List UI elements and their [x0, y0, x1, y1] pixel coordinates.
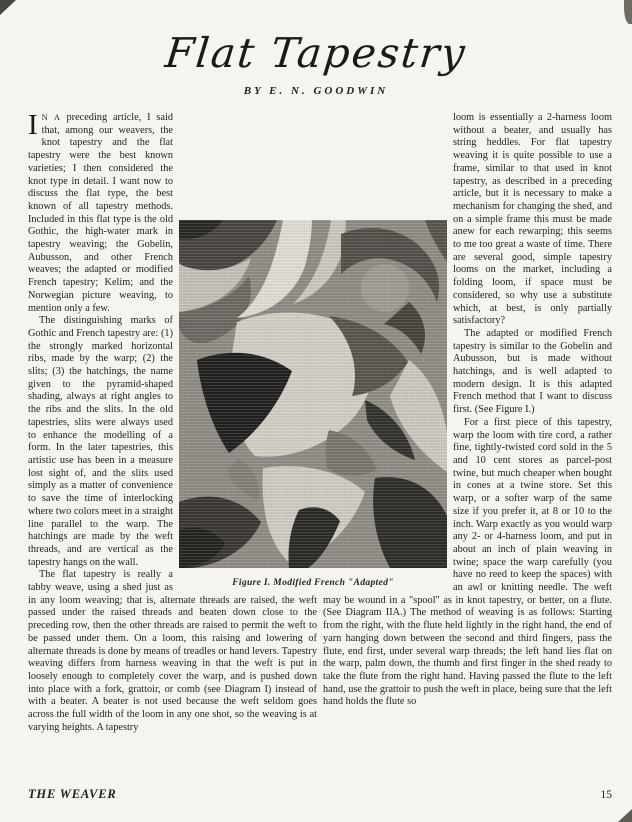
scan-artifact-bottom-right	[618, 809, 632, 822]
paragraph-text: The adapted or modified French tapestry is similar to the Gobelin and Aubusson, but is made without hatchings, and is well adapted to modern design. It is this adapted French method that I want to discuss first. (See Figure I.)	[453, 327, 612, 416]
lead-small-caps: N A	[41, 113, 61, 122]
paragraph-text: loom is essentially a 2-harness loom without a beater, and usually has string heddles. For flat tapestry weaving it is quite possible to use a frame, similar to that used in knot tapestry, as described in a preceding article, but it is necessary to make a mechanism for changing the shed, and on a	[453, 112, 612, 225]
page-number: 15	[600, 789, 612, 801]
masthead	[0, 30, 632, 97]
paragraph-text: preceding article, I said that, among our weavers, the knot tapestry and the flat tapestry were the best known varieties; I then considered the knot type in detail. I want now to discuss the flat type, the best known of all tapestry methods. Included in this flat type is the old Gothic,	[28, 112, 173, 238]
paragraph-text: The distinguishing marks of Gothic and French tapestry are: (1) the strongly marked horizontal ribs, made by the warp; (2) the slits; (3) the hatchings, the name given to the pyramid-shaped shading, always at right angles to the ribs and the slits. In the old tapestries, slits were always used to enhance the modelling of a form. In the later tapestries, this artistic use has been in a measure lost sight of, and the slits used simply as a matter of convenience to save the time of interlocking where two colors meet in a straight line parallel to	[28, 315, 173, 530]
paragraph-text: simple frame this must be made anew for each rewarping; this seems to me too great a waste of time. There are several good, simple tapestry looms on the market, including a folding loom, if space must be considered, so why use a substitute which, at best, is only partially satisfactory?	[453, 213, 612, 327]
scan-artifact-top-right	[624, 0, 632, 24]
figure-caption: Figure I. Modified French "Adapted"	[232, 577, 394, 588]
paragraph-text: warp, or a softer warp of the same size if you prefer it, at 8 or 10 to the inch. Warp exactly as you would warp any 2- or 4-harness loom, and put in about an inch of plain weaving in twine; space the warp carefully (you have no reed to keep the spaces) with an awl or knitting needle. The weft may be wound in a "spool" as in knot tapestry, or better, on a flute. (See Diagram IIA.) The method of weaving is as follows: Starting from the right, with the flute held lightly in the right hand, the end of yarn hanging down between the second and third fingers, pass the flute, end first, under several warp threads; the left hand lies flat on the warp, palm down, the thumb and first finger in the shed ready to take the flute from the right hand. Having passed the flute to the left hand, use the grattoir to push the weft in place, being sure that the left hand holds the flute so	[323, 493, 612, 708]
page-footer	[28, 787, 612, 802]
paragraph-text: the warp. The hatchings are made by the weft threads, and are vertical as the tapestry hangs on the wall.	[28, 518, 173, 568]
journal-name: THE WEAVER	[28, 787, 117, 801]
paragraph-text: The flat tapestry is really a tabby weave, using a shed just as in any loom weaving; that is, alternate threads are raised, the weft passed under the raised threads and beaten down close to the preceding row, then the other threads are raised to permit the weft to be passed under them. On a loom, this raising and lowering of alternate threads is done by means of treadles or hand levers. Tapestry weaving differs from harness weaving in that the weft is put in loosely enough to completely cover the warp, and is pushed down into place with a fork, grattoir, or comb (see Diagram I) instead of with a beater. A beater is not used because the weft seldom goes across the full width of the loom in any one shot, so the weaving is at varying heights. A tapestry	[28, 569, 317, 733]
scan-artifact-top-left	[0, 0, 16, 15]
tapestry-photo	[179, 220, 447, 568]
drop-cap: I	[28, 112, 38, 141]
paragraph-text: For a first piece of this tapestry, warp the loom with tire cord, a rather fine, tightly-twisted cord sold in the 5 and 10 cent stores as parcel-post twine, but much cheaper when bought in cones at a twine store. Set this	[453, 416, 612, 492]
article-byline: BY E. N. GOODWIN	[243, 85, 389, 97]
figure-1	[179, 220, 447, 588]
paragraph-text: the high-water mark in tapestry weaving; the Gobelin, Aubusson, and other French weaves; the adapted or modified French tapestry; Kelim; and the Norwegian picture weaving, to mention only a few.	[28, 226, 173, 314]
body-paragraph	[28, 569, 317, 734]
article-title: Flat Tapestry	[163, 29, 469, 77]
